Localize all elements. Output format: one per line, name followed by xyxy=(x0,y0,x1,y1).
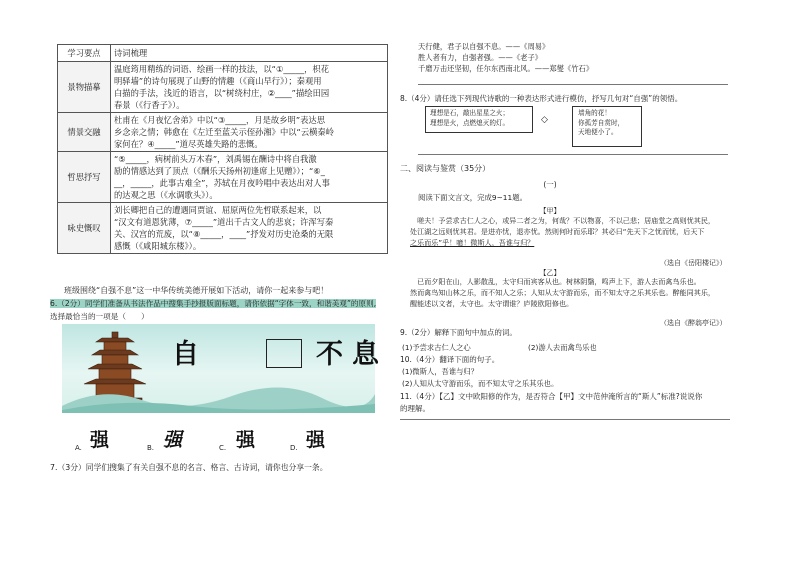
row-line: “⑤_____，病树前头万木春”，刘禹锡在酬诗中将自我激 xyxy=(114,154,317,165)
yi-source: （选自《醉翁亭记》） xyxy=(660,319,727,327)
passage-yi-label: 【乙】 xyxy=(539,269,561,277)
activity-intro: 班级围绕“自强不息”这一中华传统美德开展如下活动，请你一起来参与吧！ xyxy=(64,286,329,295)
poem-line: 你孤芳自赏时， xyxy=(578,118,625,127)
passage-line: 已而夕阳在山，人影散乱，太守归而宾客从也。树林阴翳，鸣声上下，游人去而禽鸟乐也。 xyxy=(410,277,701,286)
row-line: 杜甫在《月夜忆舍弟》中以“③_____，月是故乡明”表达思 xyxy=(114,115,326,126)
q7-text: 7.（3分）同学们搜集了有关自强不息的名言、格言、古诗词，请你也分享一条。 xyxy=(50,463,328,472)
option-a-char[interactable]: 强 xyxy=(90,429,110,451)
row-line: 春景（《行香子》）。 xyxy=(114,100,185,111)
poetry-review-table xyxy=(57,44,388,254)
calligraphy-banner xyxy=(62,324,379,413)
q8-text: 8.（4分）请任选下列现代诗歌的一种表达形式进行模仿，抒写几句对“自强”的领悟。 xyxy=(400,94,683,103)
q6-line2: 选择最恰当的一项是（ ） xyxy=(50,312,149,321)
passage-line: 处江湖之远则忧其君。是进亦忧，退亦忧。然则何时而乐耶？其必曰“先天下之忧而忧，后天下 xyxy=(410,226,705,236)
q10-text: 10.（4分）翻译下面的句子。 xyxy=(400,355,500,364)
table-row xyxy=(58,113,388,152)
row-key: 景物描摹 xyxy=(58,62,111,113)
q10-a: (1)微斯人，吾谁与归？ xyxy=(402,367,479,376)
banner-char-xi: 息 xyxy=(352,339,379,370)
row-content xyxy=(111,203,388,254)
answer-line[interactable] xyxy=(400,419,730,420)
table-header-content: 诗词梳理 xyxy=(111,45,388,62)
section-title: 二、阅读与鉴赏（35分） xyxy=(400,164,491,173)
table-header-key: 学习要点 xyxy=(58,45,111,62)
row-line: 家何在？④_____”道尽英雄失路的悲慨。 xyxy=(114,139,263,150)
option-b-label: B. xyxy=(147,444,155,452)
poem-box-left xyxy=(425,106,533,133)
option-c-label: C. xyxy=(219,444,227,452)
banner-char-zi: 自 xyxy=(172,339,199,370)
banner-char-bu: 不 xyxy=(316,339,343,370)
quote-item: 千磨万击还坚韧，任尔东西南北风。——郑燮《竹石》 xyxy=(418,63,594,73)
table-row xyxy=(58,152,388,203)
q11-line2: 的理解。 xyxy=(400,404,430,413)
row-line: 白描的手法，浅近的语言，以“树绕村庄，②____”描绘田园 xyxy=(114,88,330,99)
row-line: 刘长卿把自己的遭遇同贾谊、屈原两位先哲联系起来，以 xyxy=(114,205,322,216)
row-key: 咏史慨叹 xyxy=(58,203,111,254)
row-line: 乡念亲之情；韩愈在《左迁至蓝关示侄孙湘》中以“云横秦岭 xyxy=(114,127,335,138)
passage-jia xyxy=(410,216,750,249)
q9-a: (1)予尝求古仁人之心 xyxy=(402,343,471,352)
quotes-block xyxy=(418,42,593,75)
q9-text: 9.（2分）解释下面句中加点的词。 xyxy=(400,328,517,337)
quote-item: 天行健，君子以自强不息。——《周易》 xyxy=(418,42,550,51)
passage-line: 然而禽鸟知山林之乐，而不知人之乐；人知从太守游而乐，而不知太守之乐其乐也。醉能同其乐， xyxy=(410,287,716,297)
poem-line: 理想是石，敲出星星之火； xyxy=(430,109,510,117)
q11-line1: 11.（4分）【乙】文中欧阳修的作为，是否符合【甲】文中范仲淹所言的“斯人”标准?说说你 xyxy=(400,392,703,401)
passage-jia-label: 【甲】 xyxy=(539,207,561,215)
quote-item: 胜人者有力，自强者强。——《老子》 xyxy=(418,52,543,62)
q6-text: 6.（2分）同学们准备从书法作品中搜集手抄报版面标题，请你依据“字体一致，和谐美观”的原则, xyxy=(50,299,377,308)
q6-line1 xyxy=(50,298,376,309)
passage-line: 醒能述以文者，太守也。太守谓谁？庐陵欧阳修也。 xyxy=(410,298,574,308)
answer-line[interactable] xyxy=(418,154,728,155)
mountains-icon xyxy=(62,376,375,413)
row-line: 感慨（《咸阳城东楼》）。 xyxy=(114,241,202,252)
row-content xyxy=(111,62,388,113)
poem-line: 天地便小了。 xyxy=(578,128,618,137)
q9-b: (2)游人去而禽鸟乐也 xyxy=(528,343,597,352)
row-key: 哲思抒写 xyxy=(58,152,111,203)
passage-yi xyxy=(410,277,750,310)
poem-box-right xyxy=(572,106,642,147)
row-line: __，_____，此事古难全”，苏轼在月夜吟唱中表达出对人事 xyxy=(114,178,330,189)
jia-source: （选自《岳阳楼记》） xyxy=(660,259,727,267)
poem-line: 理想是火，点燃熄灭的灯。 xyxy=(430,118,510,127)
row-line: 的达观之思（《水调歌头》）。 xyxy=(114,190,218,201)
row-key: 情景交融 xyxy=(58,113,111,152)
option-c-char[interactable]: 强 xyxy=(236,429,256,451)
row-line: “汉文有道恩犹薄，⑦_____”道出千古文人的悲哀；许浑写秦 xyxy=(114,217,334,228)
option-a-label: A. xyxy=(75,444,82,452)
option-b-char[interactable]: 强 xyxy=(163,429,183,451)
option-d-label: D. xyxy=(290,444,298,452)
row-line: 温庭筠用精练的词语、绘画一样的技法，以“①_____，枳花 xyxy=(114,64,330,75)
reading-instruction: 阅读下面文言文，完成9~11题。 xyxy=(418,193,527,202)
table-row xyxy=(58,62,388,113)
passage-line: 嗟夫！予尝求古仁人之心，或异二者之为，何哉？不以物喜，不以己悲；居庙堂之高则忧其民， xyxy=(410,216,716,225)
blank-box xyxy=(266,339,302,368)
row-content xyxy=(111,152,388,203)
chevron-right-icon: ◇ xyxy=(541,115,548,125)
row-line: 励的情感达到了顶点（《酬乐天扬州初逢席上见赠》）；“⑥_ xyxy=(114,166,325,177)
row-content xyxy=(111,113,388,152)
row-line: 明驿墙”的诗句展现了山野的情趣（《商山早行》）；秦观用 xyxy=(114,76,322,87)
q10-b: (2)人知从太守游而乐，而不知太守之乐其乐也。 xyxy=(402,379,559,388)
answer-line[interactable] xyxy=(418,84,728,85)
poem-line: 墙角的花！ xyxy=(578,109,611,117)
table-row xyxy=(58,203,388,254)
option-d-char[interactable]: 强 xyxy=(306,429,326,451)
part-label: (一) xyxy=(543,180,557,189)
passage-line: 之乐而乐”乎！噫！微斯人，吾谁与归？ xyxy=(410,237,535,247)
row-line: 关、汉宫的荒废，以“⑧_____，____”抒发对历史沧桑的无限 xyxy=(114,229,334,240)
